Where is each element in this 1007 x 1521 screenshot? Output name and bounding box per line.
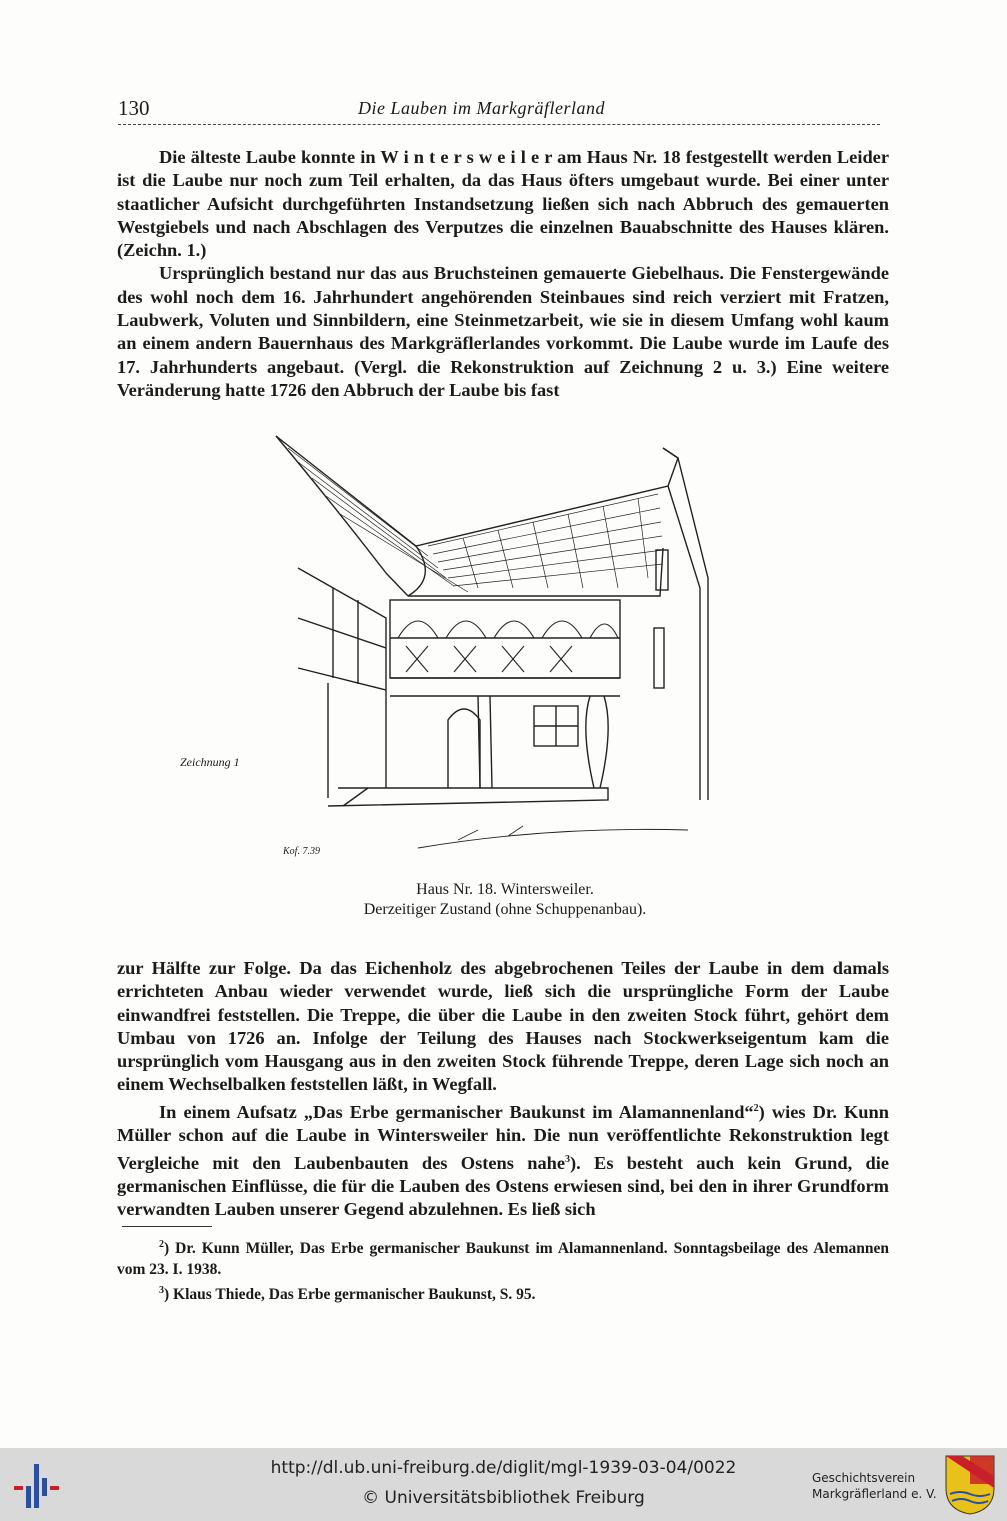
document-url-link[interactable]: http://dl.ub.uni-freiburg.de/diglit/mgl-1939-03-04/0022 [270, 1458, 737, 1478]
coat-of-arms-icon [944, 1454, 996, 1516]
body-text-top [117, 146, 889, 402]
paragraph: Ursprünglich bestand nur das aus Bruchsteinen gemauerte Giebelhaus. Die Fenstergewände des wohl noch dem 16. Jahrhundert angehörenden Steinbaues sind reich verziert mit Fratzen, Laubwerk, Voluten und Sinnbildern, eine Steinmetzarbeit, wie sie in diesem Umfang wohl kaum an einem andern Bauernhaus des Markgräflerlandes vorkommt. Die Laube wurde im Laufe des 17. Jahrhunderts angebaut. (Vergl. die Rekonstruktion auf Zeichnung 2 u. 3.) Eine weitere Veränderung hatte 1726 den Abbruch der Laube bis fast [117, 263, 889, 400]
society-name: Geschichtsverein Markgräflerland e. V. [812, 1471, 937, 1501]
paragraph: zur Hälfte zur Folge. Da das Eichenholz des abgebrochenen Teiles der Laube in dem damals errichteten Anbau wieder verwendet wurde, ließ sich die ursprüngliche Form der Laube einwandfrei feststellen. Die Treppe, die über die Laube in den zweiten Stock führt, gehört dem Umbau von 1726 an. Infolge der Teilung des Hauses nach Stockwerkseigentum kam die ursprünglich vom Hausgang aus in den zweiten Stock führende Treppe, deren Lage sich noch an einem Wechselbalken feststellen läßt, in Wegfall. [117, 958, 889, 1095]
paragraph: Die älteste Laube konnte in W i n t e r s w e i l e r am Haus Nr. 18 festgestellt werden Leider ist die Laube nur noch zum Teil erhalten, da das Haus öfters umgebaut wurde. Bei einer unter staatlicher Aufsicht durchgeführten Instandsetzung ließen sich nach Abbruch des gemauerten Westgiebels und nach Abschlagen des Verputzes die einzelnen Bauabschnitte des Hauses klären. (Zeichn. 1.) [117, 147, 889, 261]
figure-caption-subtitle: Derzeitiger Zustand (ohne Schuppenanbau). [363, 901, 647, 918]
body-text-bottom [117, 957, 889, 1222]
footnote-ref: 2 [753, 1102, 759, 1114]
footnote: $^2$) Dr. Kunn Müller, Das Erbe germanischer Baukunst im Alamannenland. Sonntagsbeilage des Alemannen vom 23. I. 1938. [117, 1239, 889, 1279]
footnote-ref: 3 [565, 1153, 571, 1165]
paragraph: In einem Aufsatz „Das Erbe germanischer Baukunst im Alamannenland“$^2$) wies Dr. Kunn Müller schon auf die Laube in Wintersweiler hin. Die nun veröffentlichte Rekonstruktion legt Vergleiche mit den Laubenbauten des Ostens nahe$^3$). Es besteht auch kein Grund, die germanischen Einflüsse, die für die Lauben des Ostens erwiesen sind, bei den in ihrer Grundform verwandten Lauben unserer Gegend abzulehnen. Es ließ sich [117, 1101, 889, 1220]
house-drawing [268, 428, 718, 868]
page-number: 130 [118, 96, 150, 120]
figure-caption-title: Haus Nr. 18. Wintersweiler. [416, 881, 594, 898]
header-rule [118, 124, 880, 125]
copyright-notice: © Universitätsbibliothek Freiburg [362, 1488, 645, 1508]
artist-signature: Kof. 7.39 [283, 846, 320, 857]
figure-label: Zeichnung 1 [180, 755, 240, 769]
viewer-footer [0, 1448, 1007, 1521]
footnote: $^3$) Klaus Thiede, Das Erbe germanischer Baukunst, S. 95. [159, 1285, 536, 1304]
footnote-rule [122, 1226, 212, 1227]
running-title: Die Lauben im Markgräflerland [358, 98, 605, 118]
footnotes [117, 1234, 889, 1305]
page-header [118, 96, 880, 122]
